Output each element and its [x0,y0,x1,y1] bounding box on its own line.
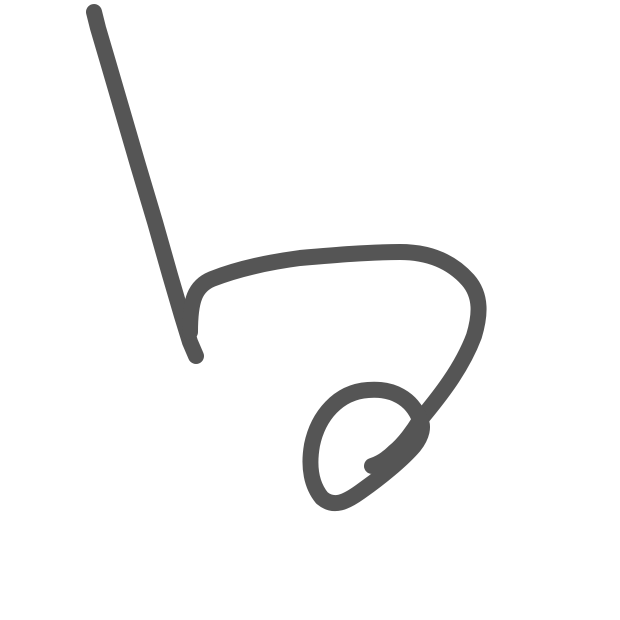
loop-stroke [310,390,422,503]
vertical-stem-stroke [94,12,196,356]
